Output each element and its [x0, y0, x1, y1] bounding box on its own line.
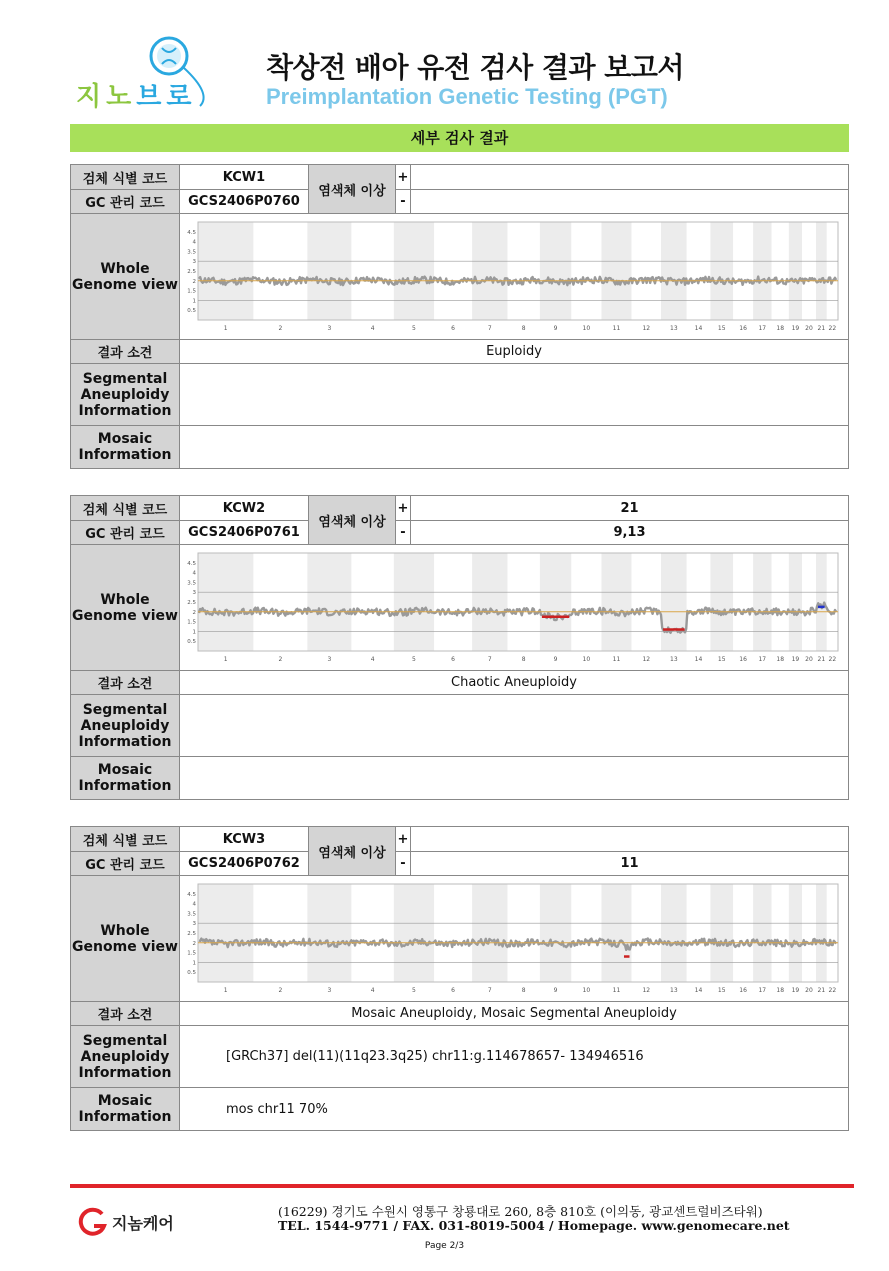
chromosome-band [394, 222, 434, 320]
whole-genome-label: Whole Genome view [71, 214, 180, 340]
gc-code-label: GC 관리 코드 [71, 190, 180, 214]
chromosome-band [710, 222, 733, 320]
whole-genome-chart [184, 549, 840, 667]
sample-panel-1 [70, 164, 849, 469]
y-tick-label: 2 [192, 940, 196, 947]
x-tick-label: 22 [828, 655, 837, 663]
y-tick-label: 4 [192, 239, 196, 246]
x-tick-label: 22 [828, 324, 837, 332]
chromosome-band [394, 884, 434, 982]
x-tick-label: 21 [817, 986, 826, 994]
x-tick-label: 18 [776, 655, 785, 663]
x-tick-label: 4 [370, 655, 375, 663]
chromosome-band [540, 222, 571, 320]
x-tick-label: 1 [223, 986, 228, 994]
y-tick-label: 3.5 [187, 579, 196, 586]
x-tick-label: 5 [412, 986, 416, 994]
y-tick-label: 4 [192, 901, 196, 908]
y-tick-label: 4.5 [187, 891, 196, 898]
y-tick-label: 3.5 [187, 910, 196, 917]
chromosome-band [710, 553, 733, 651]
whole-genome-chart-cell [180, 876, 849, 1002]
x-tick-label: 9 [553, 324, 558, 332]
chromosome-abnormality-label: 염색체 이상 [309, 165, 396, 214]
chromosome-band [198, 553, 253, 651]
x-tick-label: 6 [451, 655, 456, 663]
x-tick-label: 3 [327, 655, 332, 663]
chromosome-band [540, 553, 571, 651]
page-number: Page 2/3 [424, 1241, 465, 1251]
y-tick-label: 1.5 [187, 950, 196, 957]
footer-divider [70, 1184, 854, 1188]
x-tick-label: 15 [717, 986, 726, 994]
report-title-en: Preimplantation Genetic Testing (PGT) [266, 84, 668, 109]
x-tick-label: 3 [327, 324, 332, 332]
chromosome-band [472, 222, 507, 320]
gc-code-value: GCS2406P0761 [180, 521, 309, 545]
segmental-label: Segmental Aneuploidy Information [71, 1026, 180, 1088]
x-tick-label: 8 [521, 324, 526, 332]
whole-genome-chart [184, 880, 840, 998]
chromosome-band [394, 553, 434, 651]
mosaic-label: Mosaic Information [71, 757, 180, 800]
y-tick-label: 2 [192, 609, 196, 616]
x-tick-label: 17 [758, 324, 767, 332]
copy-number-trace [199, 602, 836, 632]
x-tick-label: 20 [805, 986, 813, 994]
chromosome-abnormality-label: 염색체 이상 [309, 496, 396, 545]
plus-value [411, 827, 849, 852]
x-tick-label: 10 [582, 655, 591, 663]
segmental-label: Segmental Aneuploidy Information [71, 695, 180, 757]
x-tick-label: 15 [717, 324, 726, 332]
whole-genome-chart-cell [180, 214, 849, 340]
chromosome-band [753, 222, 771, 320]
x-tick-label: 13 [670, 986, 678, 994]
x-tick-label: 14 [694, 324, 703, 332]
chromosome-band [789, 222, 802, 320]
minus-sign: - [396, 521, 411, 545]
x-tick-label: 21 [817, 324, 826, 332]
x-tick-label: 5 [412, 655, 416, 663]
x-tick-label: 9 [553, 655, 558, 663]
result-value: Euploidy [180, 340, 849, 364]
x-tick-label: 6 [451, 324, 456, 332]
x-tick-label: 2 [278, 986, 283, 994]
x-tick-label: 13 [670, 655, 678, 663]
y-tick-label: 1 [192, 628, 196, 635]
x-tick-label: 21 [817, 655, 826, 663]
y-tick-label: 2.5 [187, 599, 196, 606]
x-tick-label: 3 [327, 986, 332, 994]
chromosome-band [198, 884, 253, 982]
y-tick-label: 0.5 [187, 638, 196, 645]
chromosome-band [661, 553, 687, 651]
x-tick-label: 8 [521, 986, 526, 994]
x-tick-label: 11 [612, 986, 621, 994]
x-tick-label: 2 [278, 655, 283, 663]
y-tick-label: 3 [192, 920, 196, 927]
x-tick-label: 2 [278, 324, 283, 332]
result-label: 결과 소견 [71, 1002, 180, 1026]
plot-frame [198, 553, 838, 651]
mosaic-label: Mosaic Information [71, 426, 180, 469]
x-tick-label: 20 [805, 655, 813, 663]
chromosome-band [198, 222, 253, 320]
segmental-label: Segmental Aneuploidy Information [71, 364, 180, 426]
chromosome-band [472, 884, 507, 982]
sample-id-value: KCW2 [180, 496, 309, 521]
x-tick-label: 19 [791, 655, 800, 663]
chromosome-band [601, 222, 631, 320]
x-tick-label: 14 [694, 655, 703, 663]
result-label: 결과 소견 [71, 671, 180, 695]
y-tick-label: 3 [192, 258, 196, 265]
x-tick-label: 16 [739, 324, 747, 332]
sample-id-value: KCW3 [180, 827, 309, 852]
report-title-ko: 착상전 배아 유전 검사 결과 보고서 [266, 51, 684, 84]
company-address: (16229) 경기도 수원시 영통구 창룡대로 260, 8층 810호 (이의동, 광교센트럴비즈타워) [278, 1204, 763, 1219]
plus-sign: + [396, 496, 411, 521]
mosaic-value [180, 426, 849, 469]
y-tick-label: 3 [192, 589, 196, 596]
mosaic-value: mos chr11 70% [180, 1088, 849, 1131]
plus-value: 21 [411, 496, 849, 521]
minus-value: 11 [411, 852, 849, 876]
sample-id-label: 검체 식별 코드 [71, 496, 180, 521]
sample-id-value: KCW1 [180, 165, 309, 190]
chromosome-band [710, 884, 733, 982]
y-tick-label: 2 [192, 278, 196, 285]
x-tick-label: 13 [670, 324, 678, 332]
result-value: Chaotic Aneuploidy [180, 671, 849, 695]
x-tick-label: 12 [642, 324, 651, 332]
x-tick-label: 7 [487, 986, 492, 994]
logo-text: 지노브로 [76, 82, 197, 112]
x-tick-label: 14 [694, 986, 703, 994]
chromosome-band [601, 553, 631, 651]
x-tick-label: 8 [521, 655, 526, 663]
whole-genome-label: Whole Genome view [71, 876, 180, 1002]
y-tick-label: 0.5 [187, 969, 196, 976]
chromosome-band [307, 884, 351, 982]
chromosome-band [601, 884, 631, 982]
genomecare-logo-icon [76, 1206, 110, 1236]
plus-sign: + [396, 165, 411, 190]
y-tick-label: 1 [192, 297, 196, 304]
x-tick-label: 20 [805, 324, 813, 332]
y-tick-label: 4.5 [187, 229, 196, 236]
section-title: 세부 검사 결과 [70, 124, 849, 152]
y-tick-label: 2.5 [187, 268, 196, 275]
x-tick-label: 19 [791, 986, 800, 994]
x-tick-label: 4 [370, 324, 375, 332]
x-tick-label: 16 [739, 655, 747, 663]
x-tick-label: 18 [776, 324, 785, 332]
plus-sign: + [396, 827, 411, 852]
sample-panel-2 [70, 495, 849, 800]
segmental-value: [GRCh37] del(11)(11q23.3q25) chr11:g.114678657- 134946516 [180, 1026, 849, 1088]
result-label: 결과 소견 [71, 340, 180, 364]
sample-id-label: 검체 식별 코드 [71, 827, 180, 852]
copy-number-trace [199, 938, 836, 949]
chromosome-abnormality-label: 염색체 이상 [309, 827, 396, 876]
x-tick-label: 16 [739, 986, 747, 994]
chromosome-band [661, 884, 687, 982]
whole-genome-chart-cell [180, 545, 849, 671]
y-tick-label: 2.5 [187, 930, 196, 937]
y-tick-label: 0.5 [187, 307, 196, 314]
minus-sign: - [396, 190, 411, 214]
chromosome-band [307, 553, 351, 651]
y-tick-label: 3.5 [187, 248, 196, 255]
chromosome-band [789, 553, 802, 651]
x-tick-label: 6 [451, 986, 456, 994]
chromosome-band [753, 884, 771, 982]
x-tick-label: 18 [776, 986, 785, 994]
segmental-value [180, 364, 849, 426]
x-tick-label: 9 [553, 986, 558, 994]
x-tick-label: 12 [642, 986, 651, 994]
whole-genome-label: Whole Genome view [71, 545, 180, 671]
chromosome-band [816, 222, 827, 320]
x-tick-label: 12 [642, 655, 651, 663]
gc-code-value: GCS2406P0762 [180, 852, 309, 876]
result-value: Mosaic Aneuploidy, Mosaic Segmental Aneuploidy [180, 1002, 849, 1026]
y-tick-label: 4 [192, 570, 196, 577]
x-tick-label: 1 [223, 655, 228, 663]
chromosome-band [540, 884, 571, 982]
x-tick-label: 11 [612, 655, 621, 663]
x-tick-label: 17 [758, 655, 767, 663]
company-name: 지놈케어 [112, 1214, 174, 1233]
x-tick-label: 5 [412, 324, 416, 332]
y-tick-label: 1 [192, 959, 196, 966]
gc-code-label: GC 관리 코드 [71, 852, 180, 876]
x-tick-label: 1 [223, 324, 228, 332]
chromosome-band [472, 553, 507, 651]
chromosome-band [789, 884, 802, 982]
gc-code-value: GCS2406P0760 [180, 190, 309, 214]
company-contact: TEL. 1544-9771 / FAX. 031-8019-5004 / Homepage. www.genomecare.net [278, 1218, 790, 1233]
whole-genome-chart [184, 218, 840, 336]
x-tick-label: 15 [717, 655, 726, 663]
minus-sign: - [396, 852, 411, 876]
sample-id-label: 검체 식별 코드 [71, 165, 180, 190]
chromosome-band [307, 222, 351, 320]
x-tick-label: 10 [582, 986, 591, 994]
x-tick-label: 19 [791, 324, 800, 332]
segmental-value [180, 695, 849, 757]
mosaic-value [180, 757, 849, 800]
mosaic-label: Mosaic Information [71, 1088, 180, 1131]
plus-value [411, 165, 849, 190]
sample-panel-3 [70, 826, 849, 1131]
x-tick-label: 11 [612, 324, 621, 332]
y-tick-label: 1.5 [187, 619, 196, 626]
plot-frame [198, 884, 838, 982]
chromosome-band [816, 884, 827, 982]
minus-value: 9,13 [411, 521, 849, 545]
x-tick-label: 10 [582, 324, 591, 332]
x-tick-label: 7 [487, 324, 492, 332]
x-tick-label: 7 [487, 655, 492, 663]
plot-frame [198, 222, 838, 320]
chromosome-band [661, 222, 687, 320]
y-tick-label: 1.5 [187, 288, 196, 295]
minus-value [411, 190, 849, 214]
x-tick-label: 22 [828, 986, 837, 994]
y-tick-label: 4.5 [187, 560, 196, 567]
chromosome-band [753, 553, 771, 651]
x-tick-label: 4 [370, 986, 375, 994]
gc-code-label: GC 관리 코드 [71, 521, 180, 545]
x-tick-label: 17 [758, 986, 767, 994]
